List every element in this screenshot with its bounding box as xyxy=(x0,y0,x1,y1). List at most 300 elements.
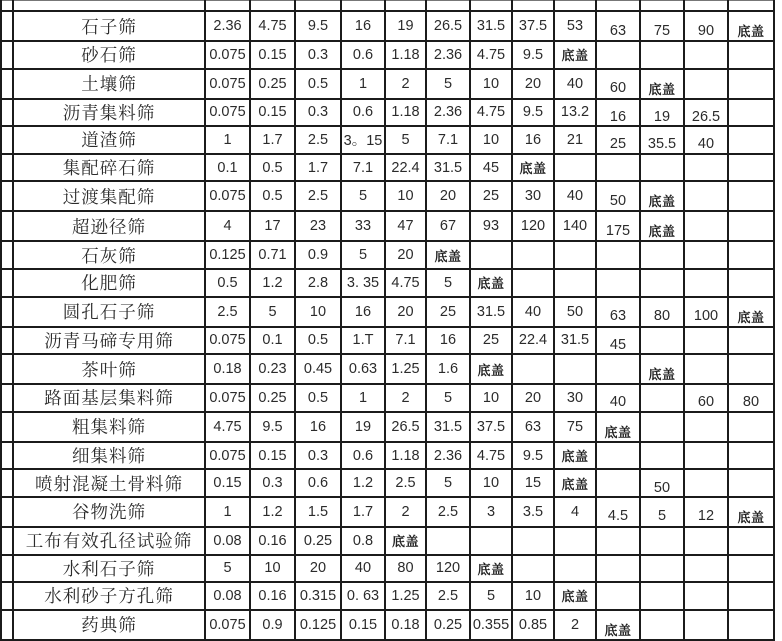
cutoff-cell xyxy=(684,1,728,12)
size-cell: 80 xyxy=(728,384,774,412)
cutoff-cell xyxy=(554,1,596,12)
size-cell xyxy=(512,527,554,555)
size-cell: 75 xyxy=(554,412,596,442)
size-cell xyxy=(640,555,684,583)
cutoff-cell xyxy=(385,1,426,12)
bottom-cover-cell: 底盖 xyxy=(470,555,512,583)
row-label: 谷物洗筛 xyxy=(13,497,205,527)
size-cell xyxy=(684,412,728,442)
bottom-cover-cell: 底盖 xyxy=(728,497,774,527)
size-cell xyxy=(554,269,596,297)
bottom-cover-cell: 底盖 xyxy=(640,181,684,211)
table-row xyxy=(1,354,774,384)
row-label: 道渣筛 xyxy=(13,126,205,154)
size-cell: 5 xyxy=(640,497,684,527)
size-cell: 5 xyxy=(341,181,385,211)
size-cell xyxy=(684,327,728,355)
size-cell: 100 xyxy=(684,297,728,327)
size-cell: 0.08 xyxy=(205,527,250,555)
size-cell: 1 xyxy=(341,384,385,412)
sliver-cell xyxy=(1,354,13,384)
size-cell: 10 xyxy=(512,582,554,610)
bottom-cover-cell: 底盖 xyxy=(640,354,684,384)
size-cell: 21 xyxy=(554,126,596,154)
size-cell: 4 xyxy=(205,211,250,241)
bottom-cover-cell: 底盖 xyxy=(470,354,512,384)
size-cell: 0.3 xyxy=(295,99,341,127)
sliver-cell xyxy=(1,181,13,211)
size-cell: 0.075 xyxy=(205,99,250,127)
size-cell xyxy=(596,442,640,470)
size-cell xyxy=(728,354,774,384)
size-cell: 0.15 xyxy=(341,610,385,640)
bottom-cover-cell: 底盖 xyxy=(426,241,470,269)
size-cell: 31.5 xyxy=(470,11,512,41)
size-cell: 5 xyxy=(341,241,385,269)
size-cell: 0. 63 xyxy=(341,582,385,610)
size-cell: 9.5 xyxy=(512,99,554,127)
size-cell xyxy=(684,442,728,470)
size-cell: 2 xyxy=(385,69,426,99)
size-cell xyxy=(684,241,728,269)
size-cell: 60 xyxy=(684,384,728,412)
size-cell: 2.36 xyxy=(205,11,250,41)
size-cell: 0.85 xyxy=(512,610,554,640)
size-cell: 16 xyxy=(295,412,341,442)
size-cell xyxy=(596,154,640,182)
table-row xyxy=(1,269,774,297)
size-cell: 7.1 xyxy=(385,327,426,355)
size-cell: 0.3 xyxy=(250,469,295,497)
size-cell: 50 xyxy=(596,181,640,211)
size-cell xyxy=(684,154,728,182)
size-cell xyxy=(512,241,554,269)
size-cell: 0.16 xyxy=(250,582,295,610)
size-cell xyxy=(640,154,684,182)
size-cell xyxy=(728,582,774,610)
bottom-cover-cell: 底盖 xyxy=(470,269,512,297)
size-cell: 0.9 xyxy=(295,241,341,269)
size-cell: 30 xyxy=(512,181,554,211)
size-cell xyxy=(684,354,728,384)
size-cell: 2.5 xyxy=(426,497,470,527)
table-row xyxy=(1,126,774,154)
size-cell: 0.9 xyxy=(250,610,295,640)
size-cell: 53 xyxy=(554,11,596,41)
size-cell: 16 xyxy=(512,126,554,154)
sieve-table-body xyxy=(1,1,774,640)
size-cell xyxy=(470,241,512,269)
size-cell: 3.5 xyxy=(512,497,554,527)
size-cell: 2.36 xyxy=(426,99,470,127)
table-row xyxy=(1,527,774,555)
sliver-cell xyxy=(1,269,13,297)
size-cell: 16 xyxy=(426,327,470,355)
size-cell xyxy=(512,555,554,583)
size-cell: 0.075 xyxy=(205,69,250,99)
size-cell: 1.7 xyxy=(250,126,295,154)
size-cell xyxy=(554,555,596,583)
size-cell: 0.075 xyxy=(205,384,250,412)
size-cell xyxy=(512,354,554,384)
size-cell: 1.7 xyxy=(341,497,385,527)
table-row xyxy=(1,384,774,412)
table-row xyxy=(1,181,774,211)
size-cell: 40 xyxy=(554,69,596,99)
cutoff-cell xyxy=(250,1,295,12)
size-cell xyxy=(596,555,640,583)
size-cell xyxy=(640,412,684,442)
size-cell: 35.5 xyxy=(640,126,684,154)
table-row xyxy=(1,11,774,41)
size-cell: 40 xyxy=(341,555,385,583)
size-cell: 45 xyxy=(596,327,640,355)
table-row xyxy=(1,241,774,269)
size-cell: 20 xyxy=(295,555,341,583)
sliver-cell xyxy=(1,582,13,610)
row-label: 土壤筛 xyxy=(13,69,205,99)
sliver-cell xyxy=(1,154,13,182)
size-cell: 4.75 xyxy=(385,269,426,297)
size-cell: 10 xyxy=(470,69,512,99)
size-cell xyxy=(728,412,774,442)
bottom-cover-cell: 底盖 xyxy=(554,41,596,69)
size-cell: 120 xyxy=(512,211,554,241)
size-cell: 0.3 xyxy=(295,41,341,69)
row-label: 集配碎石筛 xyxy=(13,154,205,182)
size-cell: 10 xyxy=(295,297,341,327)
size-cell xyxy=(728,181,774,211)
cutoff-cell xyxy=(596,1,640,12)
size-cell: 22.4 xyxy=(512,327,554,355)
size-cell: 9.5 xyxy=(512,442,554,470)
sliver-cell xyxy=(1,11,13,41)
table-row xyxy=(1,469,774,497)
size-cell: 25 xyxy=(470,181,512,211)
row-label: 粗集料筛 xyxy=(13,412,205,442)
size-cell xyxy=(640,269,684,297)
size-cell xyxy=(640,384,684,412)
size-cell: 40 xyxy=(512,297,554,327)
size-cell: 0.6 xyxy=(341,41,385,69)
table-row xyxy=(1,154,774,182)
size-cell: 17 xyxy=(250,211,295,241)
size-cell: 0.63 xyxy=(341,354,385,384)
size-cell: 0.5 xyxy=(205,269,250,297)
size-cell: 25 xyxy=(470,327,512,355)
size-cell xyxy=(728,241,774,269)
size-cell xyxy=(554,354,596,384)
size-cell xyxy=(728,41,774,69)
size-cell: 10 xyxy=(250,555,295,583)
row-label: 砂石筛 xyxy=(13,41,205,69)
size-cell: 40 xyxy=(554,181,596,211)
table-row xyxy=(1,69,774,99)
row-label: 石灰筛 xyxy=(13,241,205,269)
row-label: 石子筛 xyxy=(13,11,205,41)
size-cell: 0.25 xyxy=(250,69,295,99)
bottom-cover-cell: 底盖 xyxy=(596,412,640,442)
size-cell: 2 xyxy=(385,384,426,412)
sliver-cell xyxy=(1,527,13,555)
size-cell: 31.5 xyxy=(426,154,470,182)
row-label: 超逊径筛 xyxy=(13,211,205,241)
size-cell: 1.18 xyxy=(385,99,426,127)
size-cell: 1.5 xyxy=(295,497,341,527)
size-cell: 2.5 xyxy=(295,126,341,154)
sliver-cell xyxy=(1,297,13,327)
size-cell: 0.25 xyxy=(250,384,295,412)
size-cell: 26.5 xyxy=(684,99,728,127)
size-cell: 5 xyxy=(470,582,512,610)
size-cell xyxy=(596,41,640,69)
size-cell: 45 xyxy=(470,154,512,182)
size-cell: 3. 35 xyxy=(341,269,385,297)
sliver-cell xyxy=(1,241,13,269)
size-cell: 0.8 xyxy=(341,527,385,555)
size-cell: 0.15 xyxy=(205,469,250,497)
size-cell: 4.75 xyxy=(470,442,512,470)
size-cell xyxy=(684,469,728,497)
size-cell: 0.5 xyxy=(295,327,341,355)
size-cell xyxy=(596,527,640,555)
size-cell: 1.2 xyxy=(341,469,385,497)
size-cell xyxy=(684,610,728,640)
size-cell xyxy=(640,327,684,355)
size-cell: 20 xyxy=(385,297,426,327)
size-cell xyxy=(554,527,596,555)
size-cell xyxy=(640,442,684,470)
size-cell: 140 xyxy=(554,211,596,241)
size-cell: 4.75 xyxy=(470,41,512,69)
row-label: 喷射混凝土骨料筛 xyxy=(13,469,205,497)
size-cell: 22.4 xyxy=(385,154,426,182)
size-cell xyxy=(640,241,684,269)
cutoff-cell xyxy=(13,1,205,12)
cutoff-cell xyxy=(470,1,512,12)
size-cell xyxy=(728,211,774,241)
size-cell xyxy=(596,582,640,610)
size-cell: 0.075 xyxy=(205,327,250,355)
size-cell: 26.5 xyxy=(426,11,470,41)
size-cell: 5 xyxy=(426,384,470,412)
size-cell: 0.5 xyxy=(295,69,341,99)
size-cell: 25 xyxy=(426,297,470,327)
table-row xyxy=(1,99,774,127)
size-cell: 0.355 xyxy=(470,610,512,640)
size-cell xyxy=(728,527,774,555)
size-cell: 5 xyxy=(205,555,250,583)
size-cell: 19 xyxy=(640,99,684,127)
size-cell: 0.125 xyxy=(295,610,341,640)
size-cell: 1.25 xyxy=(385,582,426,610)
size-cell: 5 xyxy=(426,269,470,297)
size-cell: 15 xyxy=(512,469,554,497)
sliver-cell xyxy=(1,555,13,583)
size-cell: 16 xyxy=(596,99,640,127)
bottom-cover-cell: 底盖 xyxy=(596,610,640,640)
size-cell: 1 xyxy=(341,69,385,99)
size-cell: 0.3 xyxy=(295,442,341,470)
table-row xyxy=(1,412,774,442)
size-cell: 1.T xyxy=(341,327,385,355)
size-cell: 60 xyxy=(596,69,640,99)
row-label: 水利石子筛 xyxy=(13,555,205,583)
sliver-cell xyxy=(1,610,13,640)
size-cell: 0.18 xyxy=(205,354,250,384)
size-cell: 0.1 xyxy=(205,154,250,182)
size-cell: 63 xyxy=(596,297,640,327)
size-cell: 1 xyxy=(205,126,250,154)
size-cell xyxy=(684,527,728,555)
size-cell xyxy=(512,269,554,297)
size-cell: 0.08 xyxy=(205,582,250,610)
size-cell xyxy=(640,527,684,555)
sliver-cell xyxy=(1,41,13,69)
size-cell: 0.075 xyxy=(205,442,250,470)
size-cell: 5 xyxy=(250,297,295,327)
sliver-cell xyxy=(1,99,13,127)
size-cell: 0.18 xyxy=(385,610,426,640)
size-cell: 90 xyxy=(684,11,728,41)
sliver-cell xyxy=(1,69,13,99)
table-row xyxy=(1,211,774,241)
size-cell: 37.5 xyxy=(470,412,512,442)
size-cell: 25 xyxy=(596,126,640,154)
size-cell: 2.36 xyxy=(426,442,470,470)
size-cell: 4 xyxy=(554,497,596,527)
size-cell xyxy=(640,41,684,69)
size-cell xyxy=(684,69,728,99)
size-cell: 10 xyxy=(470,384,512,412)
size-cell: 20 xyxy=(426,181,470,211)
row-label: 药典筛 xyxy=(13,610,205,640)
size-cell: 19 xyxy=(341,412,385,442)
size-cell xyxy=(640,582,684,610)
size-cell: 20 xyxy=(512,384,554,412)
size-cell: 2.5 xyxy=(385,469,426,497)
size-cell: 30 xyxy=(554,384,596,412)
size-cell xyxy=(554,241,596,269)
size-cell xyxy=(554,154,596,182)
size-cell: 2 xyxy=(554,610,596,640)
size-cell: 47 xyxy=(385,211,426,241)
size-cell: 0.71 xyxy=(250,241,295,269)
sliver-cell xyxy=(1,497,13,527)
size-cell xyxy=(728,269,774,297)
size-cell: 3 xyxy=(470,497,512,527)
size-cell: 31.5 xyxy=(470,297,512,327)
row-label: 圆孔石子筛 xyxy=(13,297,205,327)
table-row xyxy=(1,497,774,527)
size-cell: 5 xyxy=(385,126,426,154)
sliver-cell xyxy=(1,211,13,241)
table-row xyxy=(1,327,774,355)
size-cell: 1 xyxy=(205,497,250,527)
size-cell: 40 xyxy=(684,126,728,154)
size-cell: 0.25 xyxy=(426,610,470,640)
size-cell xyxy=(728,126,774,154)
size-cell: 19 xyxy=(385,11,426,41)
size-cell: 0.075 xyxy=(205,610,250,640)
size-cell xyxy=(470,527,512,555)
size-cell: 0.25 xyxy=(295,527,341,555)
size-cell xyxy=(426,527,470,555)
sliver-cell xyxy=(1,384,13,412)
bottom-cover-cell: 底盖 xyxy=(554,442,596,470)
row-label: 工布有效孔径试验筛 xyxy=(13,527,205,555)
size-cell: 80 xyxy=(385,555,426,583)
size-cell: 4.75 xyxy=(470,99,512,127)
size-cell xyxy=(684,181,728,211)
row-label: 沥青马碲专用筛 xyxy=(13,327,205,355)
size-cell: 0.6 xyxy=(295,469,341,497)
size-cell: 0.15 xyxy=(250,442,295,470)
size-cell: 20 xyxy=(512,69,554,99)
size-cell: 1.18 xyxy=(385,442,426,470)
size-cell: 75 xyxy=(640,11,684,41)
size-cell: 2.5 xyxy=(205,297,250,327)
size-cell: 175 xyxy=(596,211,640,241)
size-cell: 10 xyxy=(470,469,512,497)
size-cell: 0.5 xyxy=(250,181,295,211)
size-cell: 80 xyxy=(640,297,684,327)
size-cell xyxy=(684,41,728,69)
cutoff-cell xyxy=(640,1,684,12)
bottom-cover-cell: 底盖 xyxy=(554,469,596,497)
size-cell: 1.25 xyxy=(385,354,426,384)
size-cell: 1.2 xyxy=(250,497,295,527)
size-cell: 10 xyxy=(470,126,512,154)
cutoff-cell xyxy=(295,1,341,12)
size-cell: 40 xyxy=(596,384,640,412)
size-cell: 0.1 xyxy=(250,327,295,355)
size-cell: 31.5 xyxy=(554,327,596,355)
size-cell xyxy=(596,469,640,497)
size-cell xyxy=(596,241,640,269)
row-label: 过渡集配筛 xyxy=(13,181,205,211)
size-cell: 0.125 xyxy=(205,241,250,269)
bottom-cover-cell: 底盖 xyxy=(554,582,596,610)
size-cell xyxy=(640,610,684,640)
cutoff-cell xyxy=(1,1,13,12)
size-cell: 16 xyxy=(341,11,385,41)
row-label: 茶叶筛 xyxy=(13,354,205,384)
cutoff-cell xyxy=(426,1,470,12)
sliver-cell xyxy=(1,442,13,470)
size-cell: 0.23 xyxy=(250,354,295,384)
row-label: 细集料筛 xyxy=(13,442,205,470)
size-cell: 1.2 xyxy=(250,269,295,297)
bottom-cover-cell: 底盖 xyxy=(640,69,684,99)
size-cell: 1.6 xyxy=(426,354,470,384)
size-cell xyxy=(684,269,728,297)
cutoff-row xyxy=(1,1,774,12)
size-cell xyxy=(684,555,728,583)
size-cell: 0.45 xyxy=(295,354,341,384)
table-row xyxy=(1,442,774,470)
size-cell: 37.5 xyxy=(512,11,554,41)
row-label: 水利砂子方孔筛 xyxy=(13,582,205,610)
size-cell: 63 xyxy=(596,11,640,41)
sliver-cell xyxy=(1,327,13,355)
table-row xyxy=(1,582,774,610)
size-cell xyxy=(684,211,728,241)
size-cell: 4.75 xyxy=(250,11,295,41)
size-cell: 2.8 xyxy=(295,269,341,297)
size-cell: 7.1 xyxy=(341,154,385,182)
size-cell: 33 xyxy=(341,211,385,241)
